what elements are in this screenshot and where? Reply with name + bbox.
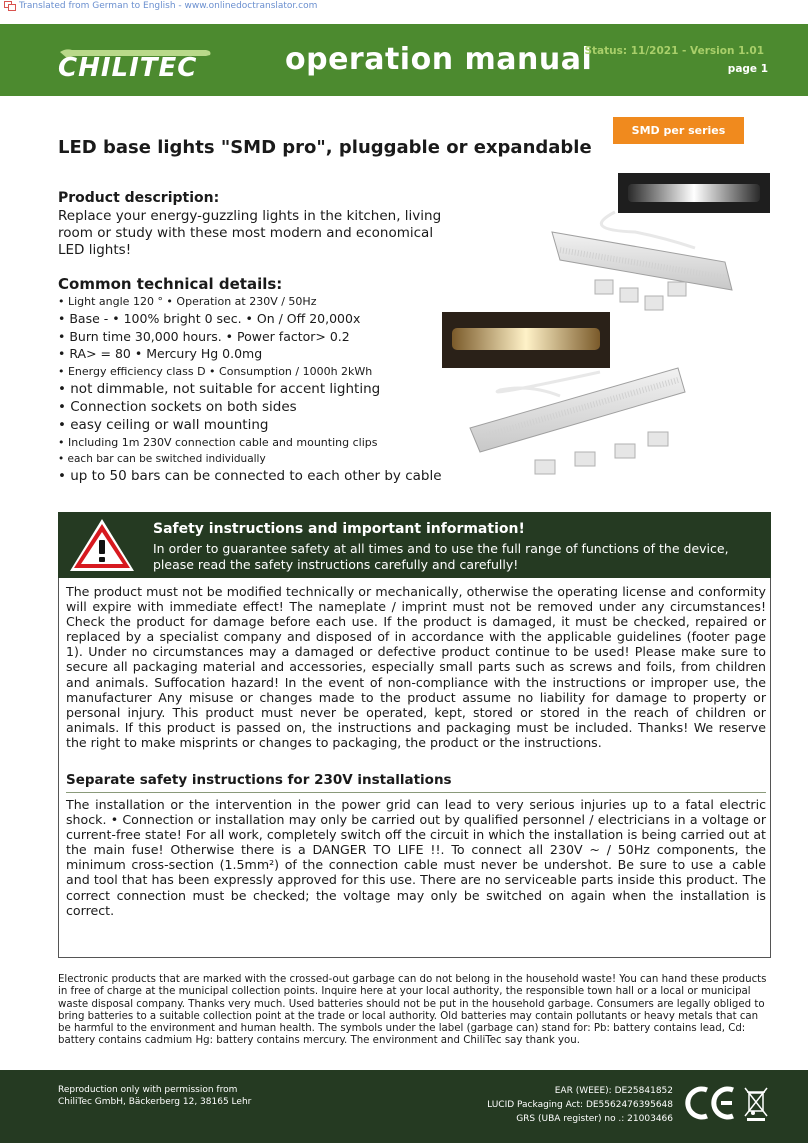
warning-triangle-icon (68, 516, 136, 574)
grs-number: GRS (UBA register) no .: 21003466 (516, 1114, 673, 1124)
list-item: • Base - • 100% bright 0 sec. • On / Off 20,000x (58, 311, 361, 326)
translator-notice[interactable] (4, 0, 317, 12)
safety-subtitle: In order to guarantee safety at all times and to use the full range of functions of the device, please read the safety instructions carefully and carefully! (153, 541, 729, 572)
series-badge: SMD per series (613, 117, 744, 144)
list-item: • Including 1m 230V connection cable and mounting clips (58, 435, 378, 449)
list-item: • Burn time 30,000 hours. • Power factor> 0.2 (58, 328, 350, 344)
lucid-number: LUCID Packaging Act: DE5562476395648 (487, 1100, 673, 1110)
crossed-out-bin-icon (742, 1084, 770, 1122)
list-item: • not dimmable, not suitable for accent lighting (58, 380, 381, 397)
translator-text: Translated from German to English - www.onlinedoctranslator.com (19, 1, 318, 11)
footer-band (0, 1070, 808, 1143)
safety-banner (58, 512, 771, 578)
ear-number: EAR (WEEE): DE25841852 (554, 1086, 673, 1096)
list-item: • easy ceiling or wall mounting (58, 416, 269, 433)
description-text: Replace your energy-guzzling lights in the kitchen, living room or study with these most modern and economical LED lights! (58, 208, 442, 258)
disposal-notice: Electronic products that are marked with the crossed-out garbage can do not belong in the household waste! You can hand these products in free of charge at the municipal collection points. Inquire here at your local authority, the responsible town hall or a local or municipal waste disposal company. Thanks very much. Used batteries should not be put in the household garbage. Consumers are legally obliged to bring batteries to a suitable collection point at the trade or local authority. Old batteries may contain pollutants or heavy metals that can be harmful to the environment and human health. The symbols under the label (garbage can) stand for: Pb: battery contains lead, Cd: battery contains cadmium Hg: battery contains mercury. The environment and ChiliTec say thank you. (58, 974, 767, 1047)
list-item: • each bar can be switched individually (58, 452, 266, 465)
footer-left-line: ChiliTec GmbH, Bäckerberg 12, 38165 Lehr (58, 1097, 252, 1107)
cool-white-lit-bar (618, 173, 770, 213)
footer-copyright (58, 1084, 251, 1108)
cool-white-bar (552, 212, 732, 310)
installation-safety-heading: Separate safety instructions for 230V installations (66, 772, 452, 788)
warm-white-bar (470, 368, 685, 474)
details-list (58, 293, 442, 485)
translate-icon (4, 1, 16, 11)
svg-text:CHILITEC: CHILITEC (58, 53, 198, 80)
header-title: operation manual (285, 42, 593, 77)
section-divider (66, 792, 766, 793)
safety-title: Safety instructions and important information! (153, 521, 525, 537)
list-item: • up to 50 bars can be connected to each other by cable (58, 468, 442, 484)
list-item: • Light angle 120 ° • Operation at 230V / 50Hz (58, 295, 317, 308)
safety-body-text: The product must not be modified technically or mechanically, otherwise the operating license and conformity will expire with immediate effect! The nameplate / imprint must not be removed under any circumstances! Check the product for damage before each use. If the product is damaged, it must be checked, repaired or replaced by a specialist company and disposed of in accordance with the applicable guidelines (footer page 1). Under no circumstances may a damaged or defective product continue to be used! Please make sure to secure all packaging material and accessories, especially small parts such as screws and foils, from children and animals. Suffocation hazard! In the event of non-compliance with the instructions or improper use, the manufacturer Any misuse or changes made to the product assume no liability for damage to property or personal injury. This product must never be operated, kept, stored or stored in the reach of children or animals. If this product is passed on, the instructions and packaging must be included. Thanks! We reserve the right to make misprints or changes to packaging, the product or the instructions. (66, 584, 766, 750)
warm-white-lit-bar (442, 312, 610, 368)
details-heading: Common technical details: (58, 275, 283, 293)
product-title: LED base lights "SMD pro", pluggable or expandable (58, 137, 592, 158)
footer-left-line: Reproduction only with permission from (58, 1085, 238, 1095)
safety-content-box (58, 578, 771, 958)
chilitec-logo (56, 46, 216, 80)
list-item: • Energy efficiency class D • Consumption / 1000h 2kWh (58, 364, 373, 378)
page-number: page 1 (727, 63, 768, 75)
list-item: • RA> = 80 • Mercury Hg 0.0mg (58, 346, 263, 361)
product-photos (440, 170, 780, 490)
description-heading: Product description: (58, 190, 220, 206)
header-band (0, 24, 808, 96)
footer-registrations (487, 1084, 673, 1126)
installation-safety-text: The installation or the intervention in the power grid can lead to very serious injuries up to a fatal electric shock. • Connection or installation may only be carried out by qualified personnel / electricians in a voltage or current-free state! For all work, completely switch off the circuit in which the installation is being carried out at the main fuse! Otherwise there is a DANGER TO LIFE !!. To connect all 230V ~ / 50Hz components, the minimum cross-section (1.5mm²) of the connection cable must never be undershot. Be sure to use a cable and tool that has been expressly approved for this use. There are no serviceable parts inside this product. The correct connection must be checked; the voltage may only be switched on again when the installation is correct. (66, 797, 766, 918)
list-item: • Connection sockets on both sides (58, 398, 297, 415)
ce-mark-icon (685, 1084, 737, 1122)
document-status: Status: 11/2021 - Version 1.01 (584, 45, 764, 57)
